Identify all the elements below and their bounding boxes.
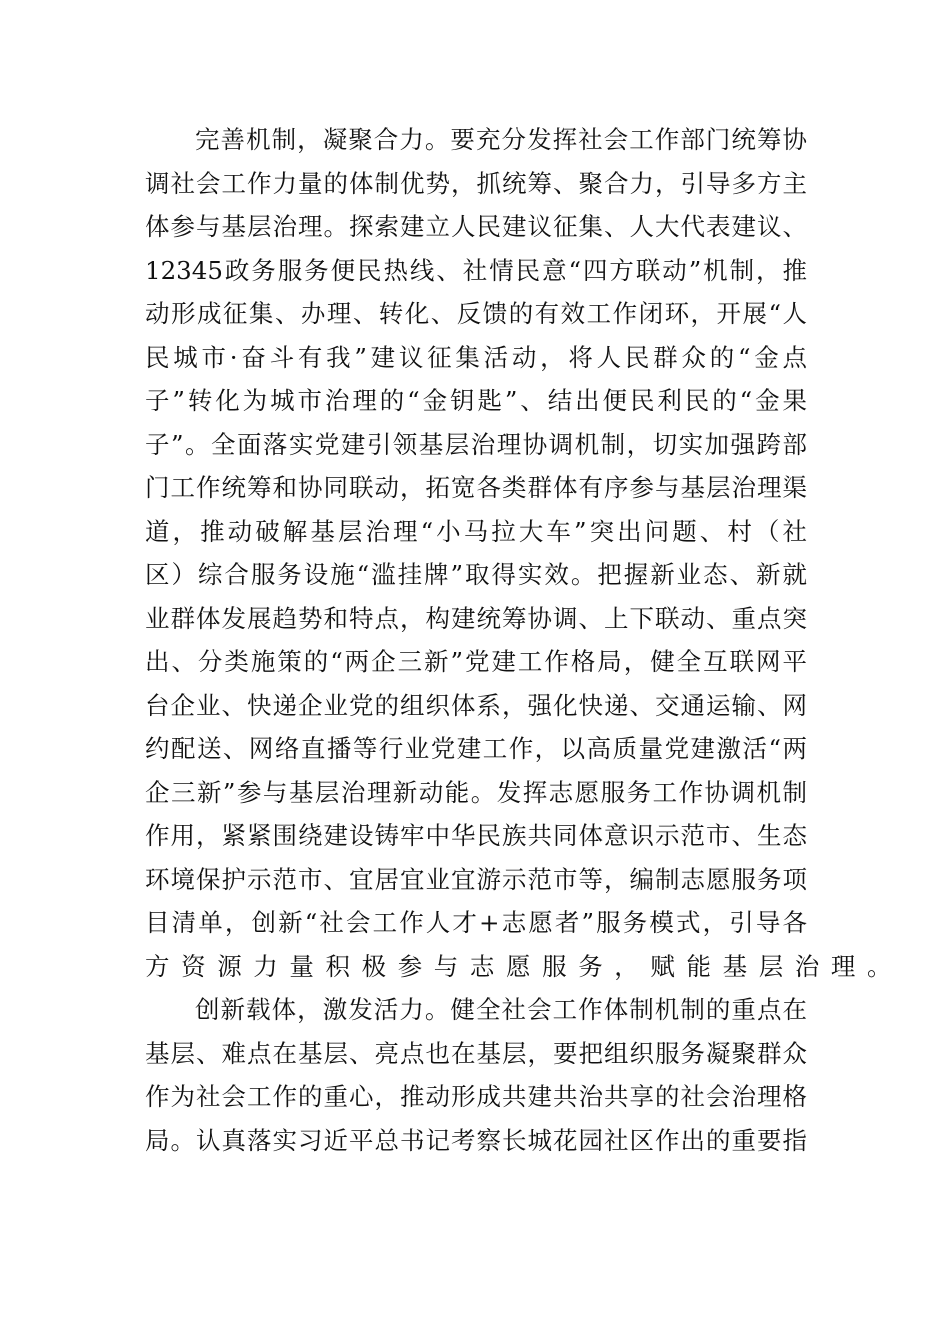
- paragraph-line: 企三新”参与基层治理新动能。发挥志愿服务工作协调机制: [145, 777, 807, 807]
- paragraph-line: 民城市·奋斗有我”建议征集活动，将人民群众的“金点: [145, 342, 807, 372]
- paragraph-line: 局。认真落实习近平总书记考察长城花园社区作出的重要指: [145, 1125, 807, 1155]
- paragraph-line: 台企业、快递企业党的组织体系，强化快递、交通运输、网: [145, 690, 807, 720]
- paragraph-line: 子”转化为城市治理的“金钥匙”、结出便民利民的“金果: [145, 386, 807, 415]
- paragraph-line: 门工作统筹和协同联动，拓宽各类群体有序参与基层治理渠: [145, 473, 807, 502]
- paragraph-line: 出、分类施策的“两企三新”党建工作格局，健全互联网平: [145, 647, 807, 676]
- paragraph-line: 目清单，创新“社会工作人才+志愿者”服务模式，引导各: [145, 908, 807, 937]
- paragraph-line: 基层、难点在基层、亮点也在基层，要把组织服务凝聚群众: [145, 1038, 807, 1068]
- paragraph-line: 方资源力量积极参与志愿服务，赋能基层治理。: [145, 951, 904, 981]
- paragraph-line: 子”。全面落实党建引领基层治理协调机制，切实加强跨部: [145, 429, 807, 459]
- paragraph-line: 完善机制，凝聚合力。要充分发挥社会工作部门统筹协: [195, 125, 807, 154]
- paragraph-line: 道，推动破解基层治理“小马拉大车”突出问题、村（社: [145, 516, 807, 546]
- paragraph-line: 12345政务服务便民热线、社情民意“四方联动”机制，推: [145, 255, 807, 285]
- paragraph-line: 环境保护示范市、宜居宜业宜游示范市等，编制志愿服务项: [145, 864, 807, 894]
- paragraph-line: 约配送、网络直播等行业党建工作，以高质量党建激活“两: [145, 734, 807, 763]
- paragraph-line: 创新载体，激发活力。健全社会工作体制机制的重点在: [195, 995, 807, 1024]
- paragraph-line: 业群体发展趋势和特点，构建统筹协调、上下联动、重点突: [145, 603, 807, 633]
- document-body: [145, 118, 904, 1162]
- paragraph-line: 动形成征集、办理、转化、反馈的有效工作闭环，开展“人: [145, 299, 807, 328]
- paragraph-line: 调社会工作力量的体制优势，抓统筹、聚合力，引导多方主: [145, 168, 807, 198]
- paragraph-line: 作为社会工作的重心，推动形成共建共治共享的社会治理格: [145, 1082, 807, 1111]
- paragraph-line: 区）综合服务设施“滥挂牌”取得实效。把握新业态、新就: [145, 560, 807, 589]
- paragraph-line: 作用，紧紧围绕建设铸牢中华民族共同体意识示范市、生态: [145, 821, 807, 850]
- paragraph-line: 体参与基层治理。探索建立人民建议征集、人大代表建议、: [145, 212, 807, 241]
